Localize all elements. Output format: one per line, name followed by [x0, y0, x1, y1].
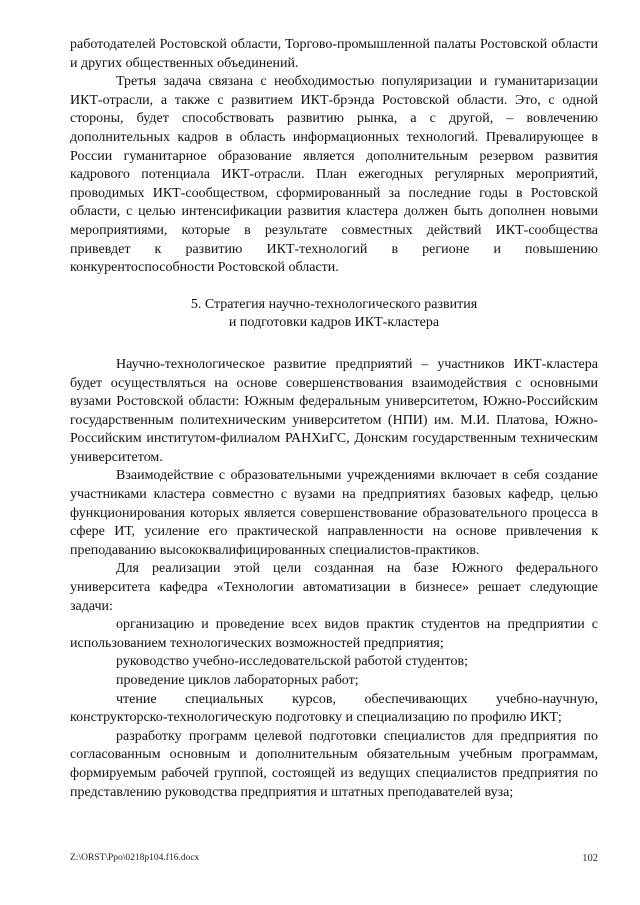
- section-heading-line1: 5. Стратегия научно-технологического развития: [190, 296, 478, 312]
- page-number: 102: [582, 853, 598, 864]
- list-item: проведение циклов лабораторных работ;: [116, 673, 359, 688]
- list-item: организацию и проведение всех видов практик студентов на предприятии с использованием технологических возможностей предприятия;: [70, 617, 598, 651]
- list-item: чтение специальных курсов, обеспечивающих учебно-научную, конструкторско-технологическую подготовку и специализацию по профилю ИКТ;: [70, 691, 598, 726]
- file-path: Z:\ORST\Ppo\0218p104.f16.docx: [70, 853, 200, 863]
- section-heading-line2: и подготовки кадров ИКТ-кластера: [228, 315, 440, 331]
- list-item: руководство учебно-исследовательской работой студентов;: [116, 654, 468, 670]
- paragraph-scientific-development: Научно-технологическое развитие предприятий – участников ИКТ-кластера будет осуществляться на основе совершенствования взаимодействия с основными вузами Ростовской области: Южным федеральным университетом, Южно-Российским государственным политехническим университетом (НПИ) им. М.И. Платова, Южно-Российским институтом-филиалом РАНХиГС, Донским государственным техническим университетом.: [70, 356, 598, 465]
- paragraph-goal: Для реализации этой цели созданная на базе Южного федерального университета кафедра «Технологии автоматизации в бизнесе» решает следующие задачи:: [70, 561, 598, 614]
- paragraph-third-task: Третья задача связана с необходимостью популяризации и гуманитаризации ИКТ-отрасли, а также с развитием ИКТ-брэнда Ростовской области. Это, с одной стороны, будет способствовать развитию рынка, а с другой, – вовлечению дополнительных кадров в область информационных технологий. Превалирующее в России гуманитарное образование является дополнительным резервом развития кадрового потенциала ИКТ-отрасли. План ежегодных регулярных мероприятий, проводимых ИКТ-сообществом, сформированный за последние годы в Ростовской области, с целью интенсификации развития кластера должен быть дополнен новыми мероприятиями, которые в результате совместных действий ИКТ-сообщества привевдет к развитию ИКТ-технологий в регионе и повышению конкурентоспособности Ростовской области.: [70, 74, 598, 276]
- document-page: [70, 36, 598, 802]
- paragraph-continuation: работодателей Ростовской области, Торгово-промышленной палаты Ростовской области и других общественных объединений.: [70, 37, 598, 71]
- list-item: разработку программ целевой подготовки специалистов для предприятия по согласованным основным и дополнительным обязательным учебным программам, формируемым рабочей группой, состоящей из ведущих специалистов предприятия по представлению руководства предприятия и штатных преподавателей вуза;: [70, 728, 598, 800]
- section-heading: [70, 296, 598, 333]
- paragraph-interaction: Взаимодействие с образовательными учреждениями включает в себя создание участниками кластера совместно с вузами на предприятиях базовых кафедр, целью функционирования которых является совершенствование образовательного процесса в сфере ИТ, усиление его практической направленности на основе привлечения к преподаванию высококвалифицированных специалистов-практиков.: [70, 468, 598, 558]
